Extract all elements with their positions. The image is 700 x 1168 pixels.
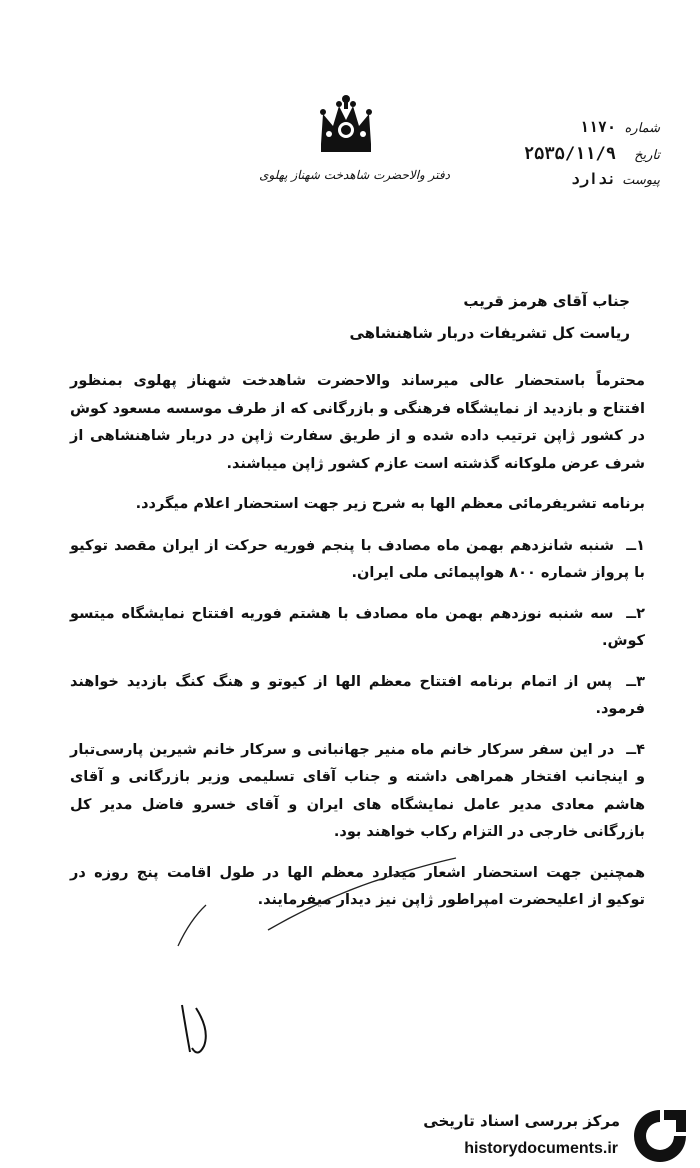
number-label: شماره [624, 121, 660, 136]
attachment-value: ندارد [570, 170, 616, 188]
number-row [490, 118, 660, 144]
addressee-block [210, 285, 630, 349]
archive-logo-icon [630, 1106, 690, 1162]
date-row [490, 144, 660, 170]
list-item-text: شنبه شانزدهم بهمن ماه مصادف با پنجم فوریه حرکت از ایران مقصد توکیو با پرواز شماره ۸۰۰ هواپیمائی ملی ایران. [70, 537, 645, 581]
list-item-number: ۱ــ [626, 537, 645, 554]
number-value: ۱۱۷۰ [579, 118, 616, 136]
list-item-text: سه شنبه نوزدهم بهمن ماه مصادف با هشتم فوریه افتتاح نمایشگاه میتسو کوش. [70, 605, 645, 649]
list-item [70, 737, 645, 847]
addressee-title: ریاست کل تشریفات دربار شاهنشاهی [349, 324, 630, 342]
list-item [70, 533, 645, 588]
list-item [70, 601, 645, 656]
archive-center-name: مرکز بررسی اسناد تاریخی [423, 1112, 620, 1130]
paragraph-closing: همچنین جهت استحضار اشعار میدارد معظم الها در طول اقامت پنج روزه در توکیو از اعلیحضرت امپراطور ژاپن نیز دیدار میفرمایند. [70, 864, 645, 908]
date-value: ۲۵۳۵/۱۱/۹ [523, 144, 616, 164]
addressee-name: جناب آقای هرمز قریب [463, 292, 630, 310]
list-item-number: ۲ــ [626, 605, 645, 622]
letterhead-office-line: دفتر والاحضرت شاهدخت شهناز پهلوی [259, 168, 450, 182]
archive-url[interactable]: historydocuments.ir [464, 1140, 618, 1157]
date-label: تاریخ [634, 148, 660, 163]
list-item [70, 669, 645, 724]
list-item-text: پس از اتمام برنامه افتتاح معظم الها از کیوتو و هنگ کنگ بازدید خواهند فرمود. [70, 673, 645, 717]
list-item-text: در این سفر سرکار خانم ماه منیر جهانبانی و سرکار خانم شیرین پارسی‌تبار و اینجانب افتخار همراهی داشته و جناب آقای تسلیمی وزیر بازرگانی و آقای هاشم معادی مدیر عامل نمایشگاه های ایران و آقای خسرو فاضل مدیر کل بازرگانی خارجی در التزام رکاب خواهند بود. [70, 741, 645, 840]
list-item-number: ۴ــ [626, 741, 645, 758]
signature-icon [182, 1005, 206, 1053]
paragraph-program: برنامه تشریفرمائی معظم الها به شرح زیر جهت استحضار اعلام میگردد. [135, 496, 645, 512]
crown-emblem-icon [313, 92, 379, 158]
list-item-number: ۳ــ [626, 673, 645, 690]
letter-body [70, 368, 645, 915]
paragraph-intro: محترماً باستحضار عالی میرساند والاحضرت شاهدخت شهناز پهلوی بمنظور افتتاح و بازدید از نمایشگاه فرهنگی و بازرگانی که از طرف موسسه مسعود کوش در کشور ژاپن ترتیب داده شده و از طریق سفارت ژاپن در دربار شاهنشاهی از شرف عرض ملوکانه گذشته است عازم کشور ژاپن میباشند. [70, 373, 645, 472]
reference-block [490, 118, 660, 196]
attachment-label: پیوست [622, 173, 660, 188]
attachment-row [490, 170, 660, 196]
